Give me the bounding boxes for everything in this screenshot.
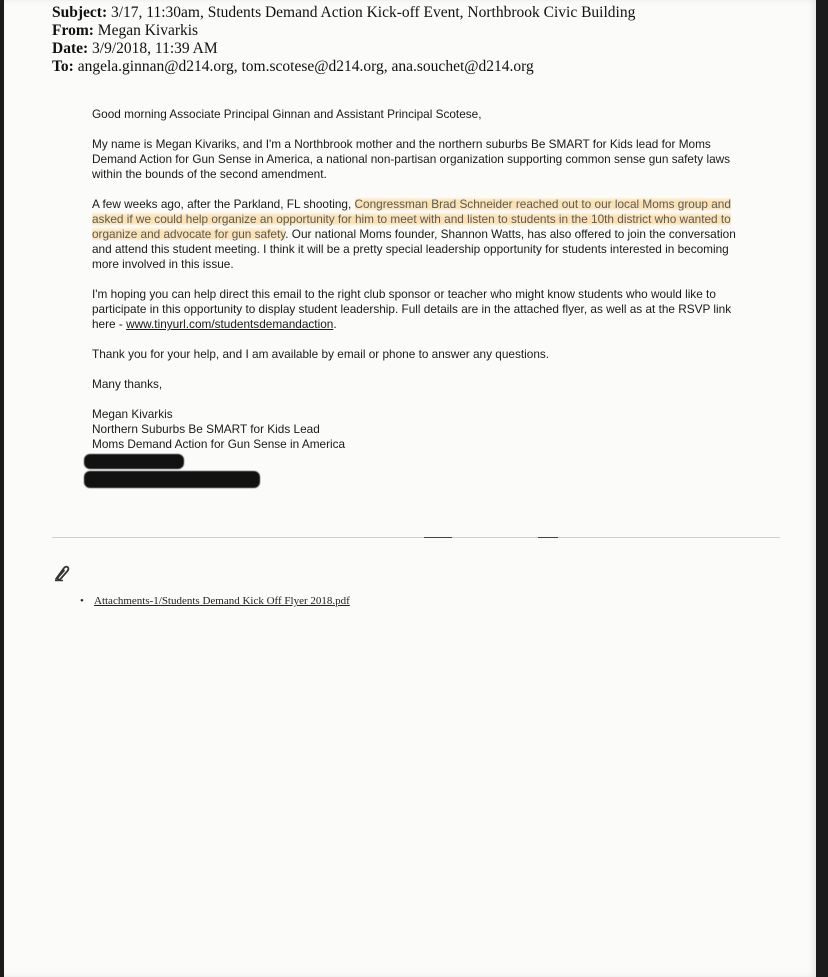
date-value: 3/9/2018, 11:39 AM bbox=[92, 40, 218, 57]
attachment-list bbox=[80, 595, 350, 607]
document-page bbox=[4, 0, 816, 977]
email-header bbox=[52, 4, 635, 76]
subject-value: 3/17, 11:30am, Students Demand Action Kick-off Event, Northbrook Civic Building bbox=[110, 4, 636, 21]
to-label: To: bbox=[52, 58, 74, 75]
date-label: Date: bbox=[52, 40, 89, 57]
to-value: angela.ginnan@d214.org, tom.scotese@d214.org, ana.souchet@d214.org bbox=[77, 58, 534, 75]
from-label: From: bbox=[52, 22, 94, 39]
signature-org: Moms Demand Action for Gun Sense in America bbox=[92, 437, 346, 451]
highlighted-text: Congressman Brad Schneider reached out to our local Moms group and asked if we could help organize an opportunity for him to meet with and listen to students in the 10th district who wanted to organize and advocate for gun safety bbox=[92, 197, 731, 241]
paperclip-icon bbox=[52, 563, 72, 583]
paragraph-direct bbox=[92, 287, 742, 332]
closing: Many thanks, bbox=[92, 377, 163, 391]
attachment-link[interactable]: Attachments-1/Students Demand Kick Off Flyer 2018.pdf bbox=[94, 595, 350, 607]
redaction-bar bbox=[84, 471, 260, 488]
subject-label: Subject: bbox=[52, 4, 108, 21]
rsvp-link[interactable]: www.tinyurl.com/studentsdemandaction bbox=[126, 317, 334, 331]
paragraph-request-start: A few weeks ago, after the Parkland, FL shooting, bbox=[92, 197, 355, 211]
from-value: Megan Kivarkis bbox=[97, 22, 199, 39]
signature bbox=[92, 407, 742, 488]
paragraph-direct-start: I'm hoping you can help direct this email to the right club sponsor or teacher who might know students who would like to participate in this opportunity to display student leadership. Full details are in the attached flyer, as well as at the RSVP link here - bbox=[92, 287, 732, 331]
to-row bbox=[52, 58, 635, 76]
paragraph-request bbox=[92, 197, 742, 272]
paragraph-thanks: Thank you for your help, and I am available by email or phone to answer any questions. bbox=[92, 347, 550, 361]
from-row bbox=[52, 22, 635, 40]
redaction-bar bbox=[84, 454, 184, 469]
divider bbox=[52, 537, 780, 538]
paragraph-direct-end: . bbox=[333, 317, 337, 331]
signature-title: Northern Suburbs Be SMART for Kids Lead bbox=[92, 422, 320, 436]
greeting: Good morning Associate Principal Ginnan and Assistant Principal Scotese, bbox=[92, 107, 482, 121]
email-body bbox=[92, 107, 742, 488]
paragraph-request-end: . Our national Moms founder, Shannon Watts, has also offered to join the conversation and attend this student meeting. I think it will be a pretty special leadership opportunity for students interested in becoming more involved in this issue. bbox=[92, 227, 736, 271]
signature-name: Megan Kivarkis bbox=[92, 407, 173, 421]
date-row bbox=[52, 40, 635, 58]
subject-row bbox=[52, 4, 635, 22]
bullet: • bbox=[80, 595, 84, 607]
paragraph-intro: My name is Megan Kivariks, and I'm a Northbrook mother and the northern suburbs Be SMART for Kids lead for Moms Demand Action for Gun Sense in America, a national non-partisan organization supporting common sense gun safety laws within the bounds of the second amendment. bbox=[92, 137, 731, 181]
